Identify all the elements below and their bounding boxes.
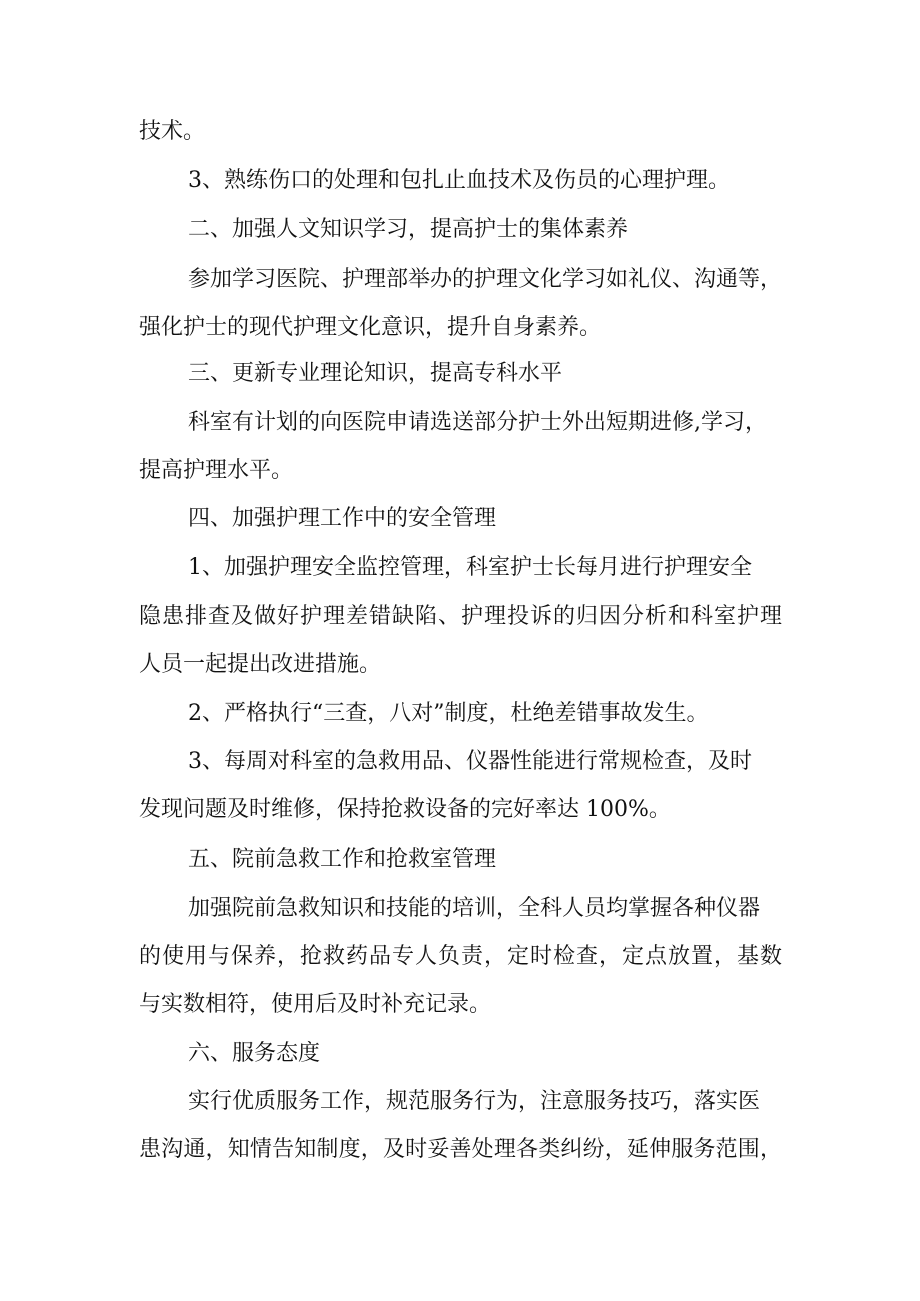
- text-line: 技术。: [139, 119, 206, 144]
- text-line: 2、严格执行“三查，八对”制度，杜绝差错事故发生。: [188, 701, 709, 726]
- text-line: 3、熟练伤口的处理和包扎止血技术及伤员的心理护理。: [188, 168, 730, 193]
- text-line: 强化护士的现代护理文化意识，提升自身素养。: [139, 315, 602, 340]
- text-line: 隐患排查及做好护理差错缺陷、护理投诉的归因分析和科室护理: [139, 604, 782, 629]
- text-line: 加强院前急救知识和技能的培训，全科人员均掌握各种仪器: [188, 896, 761, 921]
- section-heading: 五、院前急救工作和抢救室管理: [188, 847, 497, 872]
- section-heading: 六、服务态度: [188, 1041, 321, 1066]
- text-line: 人员一起提出改进措施。: [139, 652, 382, 677]
- section-heading: 三、更新专业理论知识，提高专科水平: [188, 361, 563, 386]
- text-line: 参加学习医院、护理部举办的护理文化学习如礼仪、沟通等，: [188, 267, 783, 292]
- text-line: 的使用与保养，抢救药品专人负责，定时检查，定点放置，基数: [139, 944, 782, 969]
- text-line: 3、每周对科室的急救用品、仪器性能进行常规检查，及时: [188, 749, 752, 774]
- text-line: 实行优质服务工作，规范服务行为，注意服务技巧，落实医: [188, 1089, 761, 1114]
- text-line: 与实数相符，使用后及时补充记录。: [139, 992, 492, 1017]
- text-line: 提高护理水平。: [139, 458, 294, 483]
- section-heading: 二、加强人文知识学习，提高护士的集体素养: [188, 217, 629, 242]
- text-line: 1、加强护理安全监控管理，科室护士长每月进行护理安全: [188, 555, 752, 580]
- section-heading: 四、加强护理工作中的安全管理: [188, 506, 497, 531]
- text-line: 患沟通，知情告知制度，及时妥善处理各类纠纷，延伸服务范围，: [139, 1137, 782, 1162]
- text-line: 发现问题及时维修，保持抢救设备的完好率达 100%。: [139, 797, 671, 822]
- text-line: 科室有计划的向医院申请选送部分护士外出短期进修,学习，: [188, 410, 767, 435]
